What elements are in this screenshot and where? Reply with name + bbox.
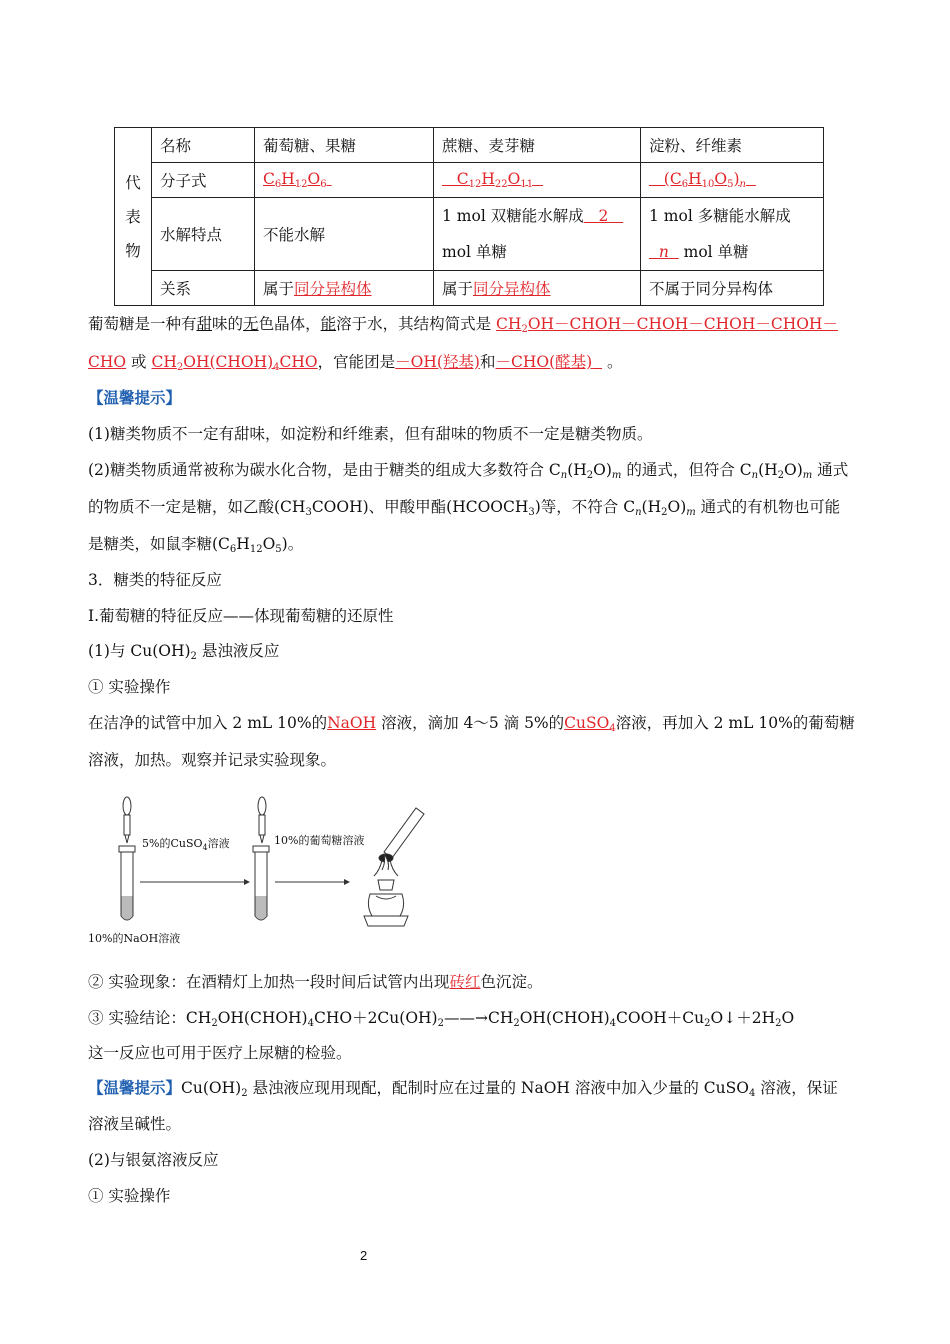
relation-disaccharide: 属于同分异构体 (434, 271, 641, 306)
hydrolysis-monosaccharide: 不能水解 (255, 198, 434, 271)
label-glucose: 10%的葡萄糖溶液 (274, 834, 365, 847)
test-tube-1 (119, 846, 135, 920)
glucose-description-line2: CHO 或 $CH_2OH(CHOH)_4CHO$，官能团是－OH(羟基)和－CHO(醛基) 。 (88, 353, 623, 373)
tip-3: 【温馨提示】$Cu(OH)_2$ 悬浊液应现用现配，配制时应在过量的 NaOH 溶液中加入少量的 CuSO$_4$ 溶液，保证 (88, 1078, 838, 1099)
conclusion: ③ 实验结论：$CH_2OH(CHOH)_4CHO+2Cu(OH)_2——\to CH_2OH(CHOH)_4COOH+Cu_2O↓+2H_2O$ (88, 1009, 795, 1029)
tip-3-line2: 溶液呈碱性。 (88, 1115, 182, 1133)
operation-heading-1: ① 实验操作 (88, 678, 171, 696)
tip-label: 【温馨提示】 (88, 388, 182, 407)
formula-polysaccharide: $(C_6H_{10}O_5)_n$ (641, 163, 824, 198)
header-disaccharide: 蔗糖、麦芽糖 (434, 128, 641, 163)
section-3-heading: 3．糖类的特征反应 (88, 571, 222, 589)
tip-1: (1)糖类物质不一定有甜味，如淀粉和纤维素，但有甜味的物质不一定是糖类物质。 (88, 425, 653, 443)
hydrolysis-label: 水解特点 (152, 198, 255, 271)
label-naoh: 10%的NaOH溶液 (88, 932, 181, 945)
row-header-representatives: 代 表 物 (115, 128, 152, 306)
page-number: 2 (360, 1248, 368, 1263)
relation-polysaccharide: 不属于同分异构体 (641, 271, 824, 306)
carbohydrate-table (114, 127, 824, 306)
formula-label: 分子式 (152, 163, 255, 198)
alcohol-lamp (364, 808, 424, 926)
label-cuso4: 5%的CuSO$_4$溶液 (142, 837, 230, 852)
tip-2-line3: 是糖类，如鼠李糖$(C_6H_{12}O_5)$。 (88, 535, 304, 555)
dropper-1 (123, 797, 131, 843)
hydrolysis-disaccharide: 1 mol 双糖能水解成 2 mol 单糖 (434, 198, 641, 271)
header-polysaccharide: 淀粉、纤维素 (641, 128, 824, 163)
hydrolysis-polysaccharide: 1 mol 多糖能水解成 n mol 单糖 (641, 198, 824, 271)
tip-2-line1: (2)糖类物质通常被称为碳水化合物，是由于糖类的组成大多数符合 $C_n(H_2O)_m$ 的通式，但符合 $C_n(H_2O)_m$ 通式 (88, 461, 849, 481)
experiment-diagram (86, 790, 446, 950)
header-name: 名称 (152, 128, 255, 163)
sub-heading-2: (2)与银氨溶液反应 (88, 1151, 219, 1169)
dropper-2 (258, 797, 266, 843)
experiment-figure (86, 790, 446, 950)
glucose-description-line1: 葡萄糖是一种有甜味的无色晶体，能溶于水，其结构简式是 $CH_2OH-CHOH-CHOH-CHOH-CHOH-$ (88, 315, 838, 335)
usage-note: 这一反应也可用于医疗上尿糖的检验。 (88, 1044, 352, 1062)
tip-2-line2: 的物质不一定是糖，如乙酸$(CH_3COOH)$、甲酸甲酯$(HCOOCH_3)$等，不符合 $C_n(H_2O)_m$ 通式的有机物也可能 (88, 498, 841, 518)
relation-label: 关系 (152, 271, 255, 306)
part-i-heading: Ⅰ.葡萄糖的特征反应——体现葡萄糖的还原性 (88, 607, 394, 625)
operation-text-line2: 溶液，加热。观察并记录实验现象。 (88, 751, 337, 769)
operation-text-line1: 在洁净的试管中加入 2 mL 10%的NaOH 溶液，滴加 4～5 滴 5%的CuSO$_4$溶液，再加入 2 mL 10%的葡萄糖 (88, 714, 855, 734)
test-tube-2 (253, 846, 269, 920)
phenomenon: ② 实验现象：在酒精灯上加热一段时间后试管内出现砖红色沉淀。 (88, 973, 543, 991)
operation-heading-2: ① 实验操作 (88, 1187, 171, 1205)
relation-monosaccharide: 属于同分异构体 (255, 271, 434, 306)
formula-disaccharide: $C_{12}H_{22}O_{11}$ (434, 163, 641, 198)
header-monosaccharide: 葡萄糖、果糖 (255, 128, 434, 163)
formula-monosaccharide: $C_6H_{12}O_6$ (255, 163, 434, 198)
sub-heading-1: (1)与 $Cu(OH)_2$ 悬浊液反应 (88, 642, 280, 662)
